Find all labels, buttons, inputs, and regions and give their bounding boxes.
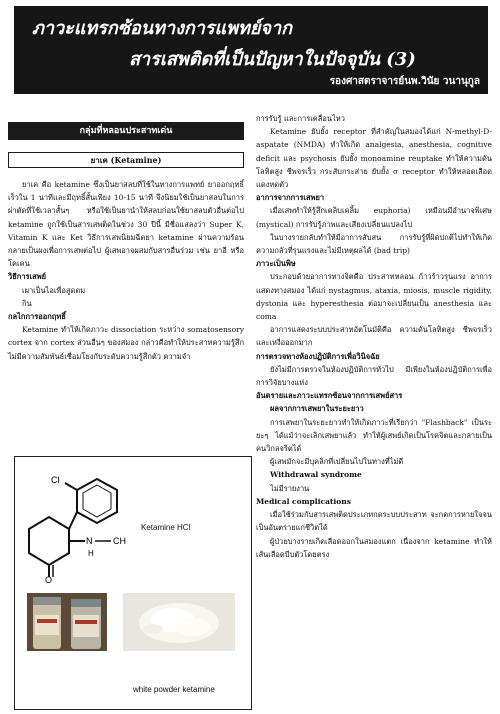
ketamine-figure	[14, 456, 252, 710]
title-line-2: สารเสพติดที่เป็นปัญหาในปัจจุบัน (3)	[129, 49, 416, 70]
ketamine-vials-image	[27, 593, 107, 651]
toxicity-paragraph-2: อาการแสดงระบบประสาทอัตโนมัติคือ ความดันโลหิตสูง ชีพจรเร็ว และเหงื่อออกมาก	[256, 325, 492, 348]
route-item: เผาเป็นไอเพื่อสูดดม	[22, 285, 86, 295]
withdrawal-heading: Withdrawal syndrome	[270, 470, 362, 480]
atom-cl-label: Cl	[51, 475, 60, 485]
intro-paragraph: ยาเค คือ ketamine ซึ่งเป็นยาสลบที่ใช้ในทางการแพทย์ ยาออกฤทธิ์เร็วใน 1 นาทีและมีฤทธิ์สั้นเพียง 10-15 นาที จึงนิยมใช้เป็นยาสลบในการผ่าตัดที่ใช้เวลาสั้นๆ หรือใช้เป็นยานำให้สลบก่อนใช้ยาสลบตัวอื่นต่อไป ketamine ถูกใช้เป็นสารเสพติดในช่วง 30 ปีนี้ มีชื่อแสลงว่า Super K, Vitamin K และ Ket วิธีการเสพนิยมฉีดยา ketamine ผ่านความร้อนกลายเป็นผงเพื่อการเสพต่อไป ผู้เสพอาจผสมกับสารอื่นร่วม เช่น ยาอี หรือ โคเคน	[8, 180, 244, 269]
author-name: รองศาสตราจารย์นพ.วินัย วนานุกูล	[329, 76, 480, 87]
withdrawal-paragraph: ไม่มีรายงาน	[270, 483, 310, 493]
subsection-title: ยาเค (Ketamine)	[8, 152, 244, 168]
medical-heading: Medical complications	[256, 496, 351, 506]
route-heading: วิธีการเสพย์	[8, 272, 47, 282]
danger-heading: อันตรายและภาวะแทรกซ้อนจากการเสพย์สาร	[256, 391, 403, 401]
symptoms-paragraph-2: ในบางรายกลับทำให้มีอาการสับสน การรับรู้ที่ผิดปกติไปทำให้เกิดความกลัวที่รุนแรงและไม่มีเหตุผลได้ (bad trip)	[256, 232, 492, 256]
atom-o-label: O	[45, 575, 53, 583]
symptoms-paragraph-1: เมื่อเสพทำให้รู้สึกเคลิบเคลิ้ม euphoria) เหมือนมีอำนาจพิเศษ (mystical) การรับรู้ภาพและเสียงเปลี่ยนแปลงไป	[256, 206, 492, 229]
receptor-paragraph: Ketamine ยับยั้ง receptor ที่สำคัญในสมองได้แก่ N-methyl-D-aspatate (NMDA) ทำให้เกิด analgesia, anesthesia, cognitive deficit และ psychosis ยับยั้ง monoamine reuptake ทำให้ความดันโลหิตสูง ชีพจรเร็ว กระสับกระส่าย ยับยั้ง σ receptor ทำให้หลอดเลือดแดงหดตัว	[256, 127, 492, 190]
symptoms-heading: อาการจากการเสพยา	[256, 193, 325, 203]
lab-paragraph: ยังไม่มีการตรวจในห้องปฏิบัติการทั่วไป มีเพียงในห้องปฏิบัติการเพื่อการวิจัยบางแห่ง	[256, 364, 492, 388]
medical-paragraph-1: เมื่อใช้ร่วมกับสารเสพติดประเภทกดระบบประสาท จะกดการหายใจจนเป็นอันตรายแก่ชีวิตได้	[256, 510, 492, 533]
right-column	[256, 112, 492, 561]
continued-paragraph: การรับรู้ และการเคลื่อนไหว	[256, 114, 345, 123]
white-powder-label: white powder ketamine	[133, 685, 215, 694]
section-title: กลุ่มที่หลอนประสาทเด่น	[8, 122, 244, 140]
ketamine-structure-diagram	[25, 471, 145, 583]
toxicity-paragraph-1: ประกอบด้วยอาการทางจิตคือ ประสาทหลอน ก้าวร้าวรุนแรง อาการแสดงทางสมอง ได้แก่ nystagmus, ataxia, miosis, muscle rigidity, dystonia และ hyperesthesia ต่อมาจะเปลี่ยนเป็น anesthesia และ coma	[256, 272, 492, 322]
toxicity-heading: ภาวะเป็นพิษ	[256, 259, 296, 269]
atom-n-label: N	[86, 536, 93, 546]
lab-heading: การตรวจทางห้องปฏิบัติการเพื่อวินิจฉัย	[256, 351, 380, 361]
mechanism-paragraph: Ketamine ทำให้เกิดภาวะ dissociation ระหว่าง somatosensory cortex จาก cortex ส่วนอื่นๆ ของสมอง กล่าวคือทำให้ประสาทความรู้สึกไม่มีความสัมพันธ์เชื่อมโยงกับระดับความรู้สึกตัว ความจำ	[8, 325, 244, 361]
mechanism-heading: กลไกการออกฤทธิ์	[8, 312, 66, 322]
long-term-paragraph-2: ผู้เสพมักจะมีบุคลิกที่เปลี่ยนไปในทางที่ไม่ดี	[270, 457, 404, 467]
article-header	[14, 6, 488, 94]
left-column	[8, 122, 244, 363]
title-line-1: ภาวะแทรกซ้อนทางการแพทย์จาก	[32, 18, 292, 39]
atom-ch3-label: CH	[113, 536, 126, 546]
atom-h-label: H	[88, 549, 94, 558]
long-term-paragraph-1: การเสพยาในระยะยาวทำให้เกิดภาวะที่เรียกว่า "Flashback" เป็นระยะๆ ได้แม้ว่าจะเลิกเสพยาแล้ว ทำให้ผู้เสพย์เกิดเป็นโรคจิตและกลายเป็นคนวิกลจริตได้	[256, 417, 492, 454]
medical-paragraph-2: ผู้ป่วยบางรายเกิดเลือดออกในสมองแตก เนื่องจาก ketamine ทำให้เส้นเลือดบีบตัวโดยตรง	[256, 536, 492, 559]
route-item: กิน	[22, 298, 32, 308]
white-powder-image	[123, 593, 235, 651]
ketamine-hcl-label: Ketamine HCl	[141, 523, 191, 532]
long-term-heading: ผลจากการเสพยาในระยะยาว	[270, 404, 364, 414]
